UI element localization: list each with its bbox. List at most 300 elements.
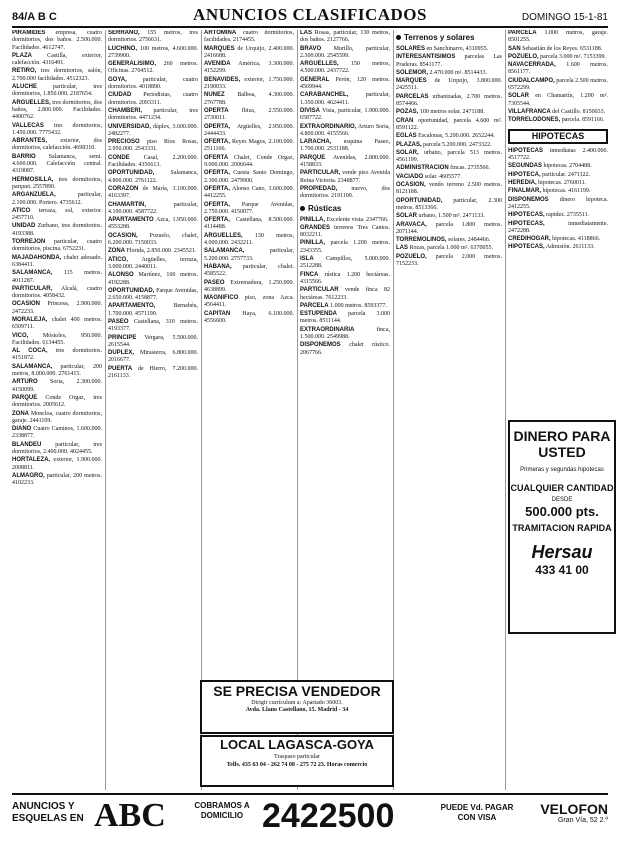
classified-ad xyxy=(396,182,502,197)
classified-ad-keyword: PASEO xyxy=(108,318,129,325)
classifieds-column-3 xyxy=(204,30,294,790)
classified-ad-keyword: CARABANCHEL, xyxy=(300,92,349,99)
local-ad-sub: Traspaso particular xyxy=(274,754,320,760)
classified-ad xyxy=(108,108,198,123)
local-ad-tel: Telfs. 435 63 04 - 262 74 08 - 275 72 23. Horas comercio xyxy=(226,762,368,768)
classified-ad-text: particular, 4.100.000. 4587722. xyxy=(108,201,198,215)
classified-ad-keyword: HIPOTECAS xyxy=(508,147,544,154)
classified-ad-text: 115 metros. 4011287. xyxy=(12,270,102,284)
classified-ad xyxy=(300,225,390,240)
classified-ad xyxy=(508,212,608,219)
classified-ad xyxy=(396,213,502,220)
classified-ad-keyword: ATICO xyxy=(12,207,31,214)
classified-ad-text: 100 metros, 4.600.000. 2739900. xyxy=(108,45,198,59)
classified-ad-keyword: HEREDIA, xyxy=(508,180,537,187)
classified-ad xyxy=(300,155,390,170)
classified-ad-text: Avenidas, 2.800.000. 4158833. xyxy=(300,154,390,169)
classified-ad xyxy=(204,202,294,217)
classified-ad xyxy=(12,348,102,363)
classified-ad-keyword: INTERESANTISIMOS xyxy=(396,54,456,61)
classified-ad xyxy=(508,30,608,45)
vendedor-ad xyxy=(200,680,394,734)
classified-ad-text: parcela 2.500 metros. 6572299. xyxy=(508,77,608,92)
classified-ad-text: del Castillo. 8150033. xyxy=(552,108,606,115)
classified-ad-keyword: OPORTUNIDAD, xyxy=(108,170,155,177)
classified-ad xyxy=(396,245,502,252)
dinero-ad-sub: Primeras y segundas hipotecas xyxy=(520,467,604,473)
classified-ad xyxy=(300,108,390,123)
classified-ad-text: solar. 4605577. xyxy=(424,173,462,180)
classified-ad-keyword: VALLECAS xyxy=(12,122,44,129)
classified-ad-text: Murillo, particular, 2.300.000. 2545599. xyxy=(300,45,390,59)
classified-ad-keyword: PARTICULAR, xyxy=(300,170,341,177)
classified-ad-text: nuevo, dos dormitorios. 2191100. xyxy=(300,185,390,200)
classified-ad xyxy=(204,186,294,201)
classified-ad-keyword: PARCELAS xyxy=(396,93,429,100)
classified-ad-text: fincas. 2735566. xyxy=(450,165,490,172)
classified-ad xyxy=(300,186,390,201)
classified-ad xyxy=(396,109,502,116)
classified-ad xyxy=(108,366,198,381)
classified-ad-text: particular, tres dormitorios, 1.850.000. 2187654. xyxy=(12,84,102,98)
classified-ad-text: parcela. 8591166. xyxy=(561,117,605,124)
classified-ad-keyword: HABANA, xyxy=(204,263,232,270)
classified-ad-keyword: LAS xyxy=(300,30,312,36)
classified-ad xyxy=(108,202,198,217)
classified-ad-keyword: PRINCIPE xyxy=(108,334,137,341)
classified-ad-text: vendo terreno 2.500 metros. 8121188. xyxy=(396,182,502,196)
classified-ad xyxy=(108,30,198,45)
classified-ad xyxy=(12,270,102,285)
classified-ad-text: chalet rústico. 2067766. xyxy=(300,342,390,356)
classified-ad-keyword: ARGANZUELA, xyxy=(12,192,56,199)
classified-ad-text: Móstoles, 950.000. Facilidades. 6134455. xyxy=(12,332,102,346)
classified-ad-text: 2.470.000 m². 8514433. xyxy=(429,69,487,76)
classified-ad xyxy=(108,319,198,334)
classified-ad-keyword: AL COCA, xyxy=(12,348,48,355)
classified-ad xyxy=(204,155,294,170)
classified-ad xyxy=(204,30,294,45)
classified-ad xyxy=(300,217,390,224)
classified-ad xyxy=(508,54,608,61)
classified-ad xyxy=(396,222,502,237)
page-footer xyxy=(12,793,608,847)
classified-ad-text: Parque Avenidas, 2.750.000. 4150077. xyxy=(204,201,294,215)
column-divider xyxy=(201,30,202,790)
classified-ad-keyword: HIPOTECA, xyxy=(508,171,541,178)
classified-ad-keyword: OCASION, xyxy=(108,232,138,239)
classified-ad-keyword: CAPITAN xyxy=(204,310,231,317)
dinero-ad-title: DINERO PARA USTED xyxy=(513,428,611,460)
velofon-block xyxy=(527,801,608,824)
classified-ad-keyword: ISLA xyxy=(300,256,314,263)
classified-ad xyxy=(12,192,102,207)
classified-ad-keyword: HIPOTECAS, xyxy=(508,212,545,219)
classified-ad-keyword: AVENIDA xyxy=(204,61,231,68)
issue-date: DOMINGO 15-1-81 xyxy=(521,12,608,23)
classified-ad-text: dinero hipoteca. 2412255. xyxy=(508,196,608,210)
classified-ad xyxy=(108,186,198,201)
classified-ad-text: Alonso Cano, 3.600.000. 4412255. xyxy=(204,185,294,200)
classified-ad-text: 150 metros, 4.500.000. 2437722. xyxy=(300,61,390,75)
classified-ad xyxy=(508,62,608,77)
classified-ad xyxy=(108,288,198,303)
classified-ad-keyword: ARAVACA, xyxy=(396,221,427,228)
classified-ad-text: inmediatas 2.400.000. 4517722. xyxy=(508,147,608,162)
classified-ad xyxy=(300,327,390,342)
classified-ad-text: terrenos Tres Cantos. 8032211. xyxy=(300,224,390,239)
classified-ad-keyword: PASEO xyxy=(204,279,225,286)
classified-ad xyxy=(508,148,608,163)
classified-ad xyxy=(204,92,294,107)
classified-ad-text: particular, 200 metros, 8.000.000. 2761415. xyxy=(12,363,102,378)
classified-ad xyxy=(204,280,294,295)
classified-ad xyxy=(508,172,608,179)
dinero-ad-amount: 500.000 pts. xyxy=(525,504,599,519)
classified-ad xyxy=(12,457,102,472)
classified-ad-text: Moncloa, cuatro dormitorios, garaje. 2441109. xyxy=(12,410,102,424)
classified-ad-keyword: SEGUNDAS xyxy=(508,163,543,170)
classified-ad xyxy=(300,124,390,139)
classified-ad-keyword: MARQUES xyxy=(396,78,427,85)
classified-ad-text: Cuatro Caminos, 1.600.000. 2338877. xyxy=(12,426,102,440)
classified-ad-keyword: SOLAR, xyxy=(396,149,419,156)
classified-ad xyxy=(396,142,502,149)
classified-ad-keyword: HORTALEZA, xyxy=(12,457,51,464)
classified-ad-text: Cuesta Santo Domingo, 2.300.000. 2479900. xyxy=(204,170,294,184)
classified-ad-text: Salamanca, semi. 4.600.000. Calefacción central. 4319087. xyxy=(12,153,102,175)
classified-ad-text: tres dormitorios, dos baños, 2.800.000. Facilidades. 4490762. xyxy=(12,99,102,121)
classified-ad xyxy=(508,46,608,53)
classified-ad xyxy=(12,100,102,122)
classified-ad-text: Florida, 2.850.000. 2345521. xyxy=(126,248,197,255)
classified-ad xyxy=(108,217,198,232)
classified-ad xyxy=(300,170,390,185)
classified-ad xyxy=(204,170,294,185)
classified-ad-keyword: SERRANO, xyxy=(108,30,140,36)
classified-ad xyxy=(108,350,198,365)
classified-ad xyxy=(300,240,390,255)
classified-ad-keyword: OFERTA, xyxy=(204,185,230,192)
classified-ad xyxy=(396,118,502,133)
classified-ad-text: en Sanchinarro, 4310955. xyxy=(426,46,489,52)
classified-ad-text: hipotecas. 2760011. xyxy=(538,180,587,187)
classified-ad-text: Excelente vista. 2347766. xyxy=(326,216,389,223)
classified-ad-keyword: ZONA xyxy=(108,248,125,255)
classified-ad-keyword: MORALEJA, xyxy=(12,316,48,323)
classified-ad xyxy=(204,264,294,279)
classified-ad xyxy=(12,208,102,223)
classified-ad-keyword: ARGUELLES, xyxy=(12,99,51,106)
classified-ad-text: 1.000 metros. 8593377. xyxy=(330,302,387,309)
page-title: ANUNCIOS CLASIFICADOS xyxy=(193,5,427,24)
classified-ad xyxy=(508,93,608,108)
classified-ad-text: de Urquijo, 2.400.000. 2416688. xyxy=(204,45,294,59)
footer-phone-number: 2422500 xyxy=(262,797,395,835)
classified-ad-keyword: DUPLEX, xyxy=(108,350,135,357)
classified-ad-keyword: ESTUPENDA xyxy=(300,311,338,318)
classified-ad-text: Pozuelo, chalet, 6.200.000. 7150033. xyxy=(108,232,198,247)
classifieds-column-5 xyxy=(396,30,502,790)
classified-ad-keyword: OPERTA, xyxy=(204,123,231,130)
classified-ad-keyword: CHAMARTIN, xyxy=(108,201,146,208)
classified-ad xyxy=(204,311,294,326)
classified-ad-text: Admisión. 2611133. xyxy=(545,244,595,251)
classified-ad-text: en Chamartín, 1.200 m². 7305544. xyxy=(508,93,608,107)
classified-ad-text: Vergara, 5.500.000. 2615544. xyxy=(108,334,198,348)
section-heading-text: Rústicas xyxy=(308,203,342,213)
classified-ad-text: particular. 2471122. xyxy=(542,171,591,178)
classified-ad xyxy=(12,395,102,410)
classified-ad xyxy=(12,255,102,270)
classified-ad-keyword: DISPONEMOS xyxy=(508,196,549,203)
local-ad-title: LOCAL LAGASCA-GOYA xyxy=(220,737,374,752)
classified-ad-text: Rosas, particular, 130 metros, dos baños. 2127766. xyxy=(300,30,390,44)
classified-ad xyxy=(108,77,198,92)
classified-ad-text: Haya, 6.100.000. 4556600. xyxy=(204,310,294,324)
classified-ad-text: chalet adosado. 6384411. xyxy=(12,254,102,268)
classified-ad-keyword: SOLARES xyxy=(396,46,426,52)
classified-ad-keyword: HIPOTECAS, xyxy=(508,220,545,227)
classified-ad xyxy=(108,335,198,350)
classified-ad xyxy=(108,248,198,255)
classified-ad xyxy=(396,54,502,69)
classified-ad-text: 260 metros. Oficinas. 2704512. xyxy=(108,61,198,75)
classifieds-column-2 xyxy=(108,30,198,790)
classified-ad xyxy=(108,61,198,76)
classified-ad-keyword: ZONA xyxy=(12,410,29,417)
classified-ad-text: Alcalá, cuatro dormitorios. 4058432. xyxy=(12,285,102,300)
classified-ad xyxy=(300,139,390,154)
classified-ad-text: rapidez. 2735511. xyxy=(546,212,590,219)
classified-ad-text: Perón, 120 metros. 4569944. xyxy=(300,76,390,91)
classified-ad-text: hipotecas. 4118866. xyxy=(552,236,601,243)
classified-ad-text: Extremadura, 1.250.000. 4638899. xyxy=(204,279,294,293)
classified-ad-text: 155 metros, tres dormitorios. 2756631. xyxy=(108,30,198,44)
velofon-address: Gran Vía, 52 2.º xyxy=(557,817,608,824)
classified-ad xyxy=(508,78,608,93)
classified-ad xyxy=(508,197,608,212)
classifieds-column-1 xyxy=(12,30,102,790)
classified-ad-text: parcela 5.200.000. 2473322. xyxy=(423,141,492,148)
classified-ad xyxy=(300,61,390,76)
classified-ad-text: particular, 1.350.000. 4624411. xyxy=(300,92,390,106)
classified-ad xyxy=(396,198,502,213)
classified-ad-keyword: OFERTA, xyxy=(204,201,230,208)
classified-ad-text: Campillos, 5.000.000. 2512288. xyxy=(300,256,390,270)
classified-ad-keyword: CIUDAD xyxy=(108,92,132,99)
classified-ad-keyword: LAS xyxy=(396,245,408,252)
classifieds-column-6 xyxy=(508,30,608,790)
classified-ad-keyword: GRANDES xyxy=(300,224,331,231)
classified-ad-text: Balboa, 4.300.000. 2767788. xyxy=(204,92,294,106)
classified-ad xyxy=(508,180,608,187)
classified-ad-keyword: OCASION xyxy=(12,301,41,308)
section-heading-text: Terrenos y solares xyxy=(404,33,475,42)
classified-ad-text: particular, 200 metros. 4102233. xyxy=(12,472,102,487)
classified-ad-keyword: TORRELODONES, xyxy=(508,117,561,124)
classified-ad-text: Castellana, 310 metros. 4193377. xyxy=(108,318,198,333)
classified-ad-keyword: POZUELO, xyxy=(508,53,539,60)
classified-ad xyxy=(108,233,198,248)
classified-ad-keyword: LARACHA, xyxy=(300,139,332,146)
classified-ad xyxy=(396,78,502,93)
classified-ad xyxy=(508,117,608,124)
classified-ad xyxy=(508,221,608,236)
classified-ad-text: particular, 2.100.000. Portero. 4735612. xyxy=(12,192,102,206)
footer-visa-label: PUEDE Vd. PAGAR CON VISA xyxy=(440,803,514,822)
classified-ad-keyword: UNIDAD xyxy=(12,223,36,230)
classified-ad-keyword: PUERTA xyxy=(108,365,133,372)
classified-ad-keyword: SALAMANCA, xyxy=(12,363,53,370)
classified-ad xyxy=(12,223,102,238)
classified-ad-text: urbano, parcela 513 metros. 4561199. xyxy=(396,149,502,164)
classified-ad-keyword: BRAVO xyxy=(300,45,322,52)
classified-ad xyxy=(12,286,102,301)
classified-ad-keyword: ATICO, xyxy=(108,256,128,263)
classified-ad-text: urbanizadas, 2.700 metros. 8574466. xyxy=(396,93,502,108)
classified-ad xyxy=(300,30,390,45)
classified-ad-keyword: OCASION, xyxy=(396,182,426,189)
classified-ad-text: parcela 1.200 metros. 2343355. xyxy=(300,240,390,254)
classified-ad-text: Conde Orgaz, tres dormitorios. 2005612. xyxy=(12,394,102,409)
classified-ad-keyword: OPORTUNIDAD, xyxy=(396,197,443,204)
classified-ad-text: Castellana, 8.500.000. 4114488. xyxy=(204,217,294,231)
classified-ad-keyword: PARTICULAR, xyxy=(12,285,53,292)
classified-ad-text: Periodistas, cuatro dormitorios. 2093311. xyxy=(108,92,198,106)
classified-ad-keyword: PARQUE xyxy=(12,394,38,401)
classified-ad-keyword: DIVISA xyxy=(300,107,321,114)
classified-ad xyxy=(12,333,102,348)
classified-ad-keyword: OFERTA, xyxy=(204,170,230,177)
classified-ad-keyword: SALAMANCA, xyxy=(12,270,53,277)
classified-ad-keyword: POZAS, xyxy=(396,109,419,116)
dinero-ad-brand: Hersau xyxy=(531,542,593,562)
classified-ad xyxy=(300,272,390,287)
classified-ad xyxy=(204,108,294,123)
classified-ad-text: Reyes Magos, 2.100.000. 2511166. xyxy=(204,139,294,153)
classified-ad-text: inmediatamente. 2472288. xyxy=(508,220,608,234)
classified-ad-keyword: OFERTA xyxy=(204,154,229,161)
classified-ad-keyword: EXTRAORDINARIA xyxy=(300,326,355,333)
classified-ad xyxy=(396,254,502,269)
classified-ad xyxy=(300,342,390,357)
classified-ad xyxy=(508,109,608,116)
classified-ad-text: parcela 1.800 metros. 2071144. xyxy=(396,221,502,235)
classified-ad-keyword: OPERTA xyxy=(204,107,229,114)
classified-ad xyxy=(396,237,502,244)
classified-ad-keyword: ARGUELLES, xyxy=(300,61,339,68)
classified-ad-text: parcelas Las Praderas. 8541177. xyxy=(396,54,502,68)
classified-ad-text: de Urquijo, 3.800.000. 2425511. xyxy=(396,78,502,92)
column-divider xyxy=(393,30,394,790)
classified-ad-text: hipotecas. 4161199. xyxy=(542,188,591,195)
classified-ad-text: particular, 5.200.000. 2757733. xyxy=(204,248,294,262)
classified-ad-keyword: PIRAMIDES xyxy=(12,30,46,36)
classified-ad xyxy=(12,442,102,457)
classified-ad-keyword: SOLAR xyxy=(508,93,529,100)
classified-ad-text: Azca, 1.950.000. 4553288. xyxy=(108,217,198,231)
classified-ad-keyword: DISPONEMOS xyxy=(300,342,341,349)
classified-ad-keyword: CHAMBERI, xyxy=(108,107,142,114)
classified-ad xyxy=(300,256,390,271)
classified-ad-text: particular, cuatro dormitorios. 4018890. xyxy=(108,76,198,91)
classified-ad-text: Salamanca, 4.800.000. 2761122. xyxy=(108,170,198,184)
classified-ad-keyword: PARCELA xyxy=(300,302,329,309)
classified-ad-keyword: PROPIEDAD, xyxy=(300,185,338,192)
classified-ad-keyword: MARQUES xyxy=(204,45,235,52)
classified-ad-keyword: EGLAS xyxy=(396,133,417,140)
classified-ad xyxy=(204,295,294,310)
classified-ad-text: chalet 400 metros. 6509711. xyxy=(12,316,102,331)
classified-ad-text: tres dormitorios. 4151872. xyxy=(12,348,102,362)
classified-ad-keyword: CIUDALCAMPO, xyxy=(508,77,555,84)
classified-ad-text: piso Ríos Rosas, 2.950.000. 2543331. xyxy=(108,139,198,153)
dinero-ad-proc: TRAMITACION RAPIDA xyxy=(512,523,612,533)
classified-ad-keyword: ARGUELLES, xyxy=(204,232,243,239)
classified-ad xyxy=(12,123,102,138)
classified-ad-text: Vista, particular, 1.900.000. 6587722. xyxy=(300,107,390,122)
classified-ad-text: Arturo Soria, 4.800.000. 4155566. xyxy=(300,123,390,137)
classified-ad-keyword: MAGNIFICO xyxy=(204,295,239,302)
classified-ad xyxy=(108,155,198,170)
classified-ad-keyword: NUNEZ xyxy=(204,92,225,99)
classified-ad-keyword: ARTURO xyxy=(12,379,38,386)
dinero-ad-any: CUALQUIER CANTIDAD xyxy=(510,483,614,493)
classified-ad-keyword: OFERTA, xyxy=(204,217,230,224)
classified-ad-keyword: VACIADO xyxy=(396,173,424,180)
classified-ad-text: Martínez, 160 metros. 4192288. xyxy=(108,272,198,286)
classified-ad xyxy=(396,174,502,181)
classified-ad xyxy=(12,411,102,426)
classified-ad-keyword: OPORTUNIDAD, xyxy=(108,287,155,294)
classified-ad-text: oportunidad, parcela 4.600 m². 8591122. xyxy=(396,117,502,131)
classified-ad-text: vende piso Avenida Reina Victoria. 2348877. xyxy=(300,170,390,184)
footer-cobramos-label: COBRAMOS A DOMICILIO xyxy=(194,801,250,820)
classified-ad xyxy=(108,257,198,272)
classified-ad-keyword: ABRANTES, xyxy=(12,138,48,145)
classified-ad-text: parcela 3.000 m². 7153399. xyxy=(540,53,606,60)
classified-ad-text: Ibiza, 2.550.000. 2730011. xyxy=(204,107,294,122)
abc-logo: ABC xyxy=(94,797,166,834)
classified-ad-keyword: BENAVIDES, xyxy=(204,76,241,83)
classified-ad-text: 1.600 metros. 8561177. xyxy=(508,62,608,76)
classified-ad-keyword: CORAZON xyxy=(108,185,139,192)
classified-ad-keyword: TORREJON xyxy=(12,239,46,246)
classified-ad-text: exterior, 1.750.000. 2190033. xyxy=(204,76,294,91)
classifieds-column-4 xyxy=(300,30,390,790)
classified-ad-text: tres dormitorios, salón, 2.700.000 facilidades. 4512323. xyxy=(12,68,102,82)
local-ad xyxy=(200,735,394,787)
classified-ad-text: de Hierro, 7.200.000. 2161133. xyxy=(108,365,198,380)
classified-ad-keyword: PINILLA, xyxy=(300,216,325,223)
classified-ad-text: Chalet, Conde Orgaz, 9.000.000. 2006644. xyxy=(204,154,294,169)
classified-ad xyxy=(396,150,502,165)
classified-ad-text: Mirasierra, 6.800.000. 2016677. xyxy=(108,350,198,364)
classified-ad-text: exterior, dos dormitorios, calefacción. 4698310. xyxy=(12,138,102,152)
classified-ad-keyword: CRAN xyxy=(396,117,414,124)
classified-ad xyxy=(300,287,390,302)
classified-ad xyxy=(108,272,198,287)
classified-ad-keyword: DIANO xyxy=(12,426,32,433)
classified-ad xyxy=(12,68,102,83)
classified-ad-keyword: PLAZA xyxy=(12,52,32,59)
classified-ad-text: tres dormitorios, 1.450.000. 7775432. xyxy=(12,122,102,136)
classified-ad-keyword: ALMAGRO, xyxy=(12,472,45,479)
classified-ad xyxy=(12,379,102,394)
classified-ad xyxy=(204,217,294,232)
classified-ad xyxy=(396,46,502,53)
